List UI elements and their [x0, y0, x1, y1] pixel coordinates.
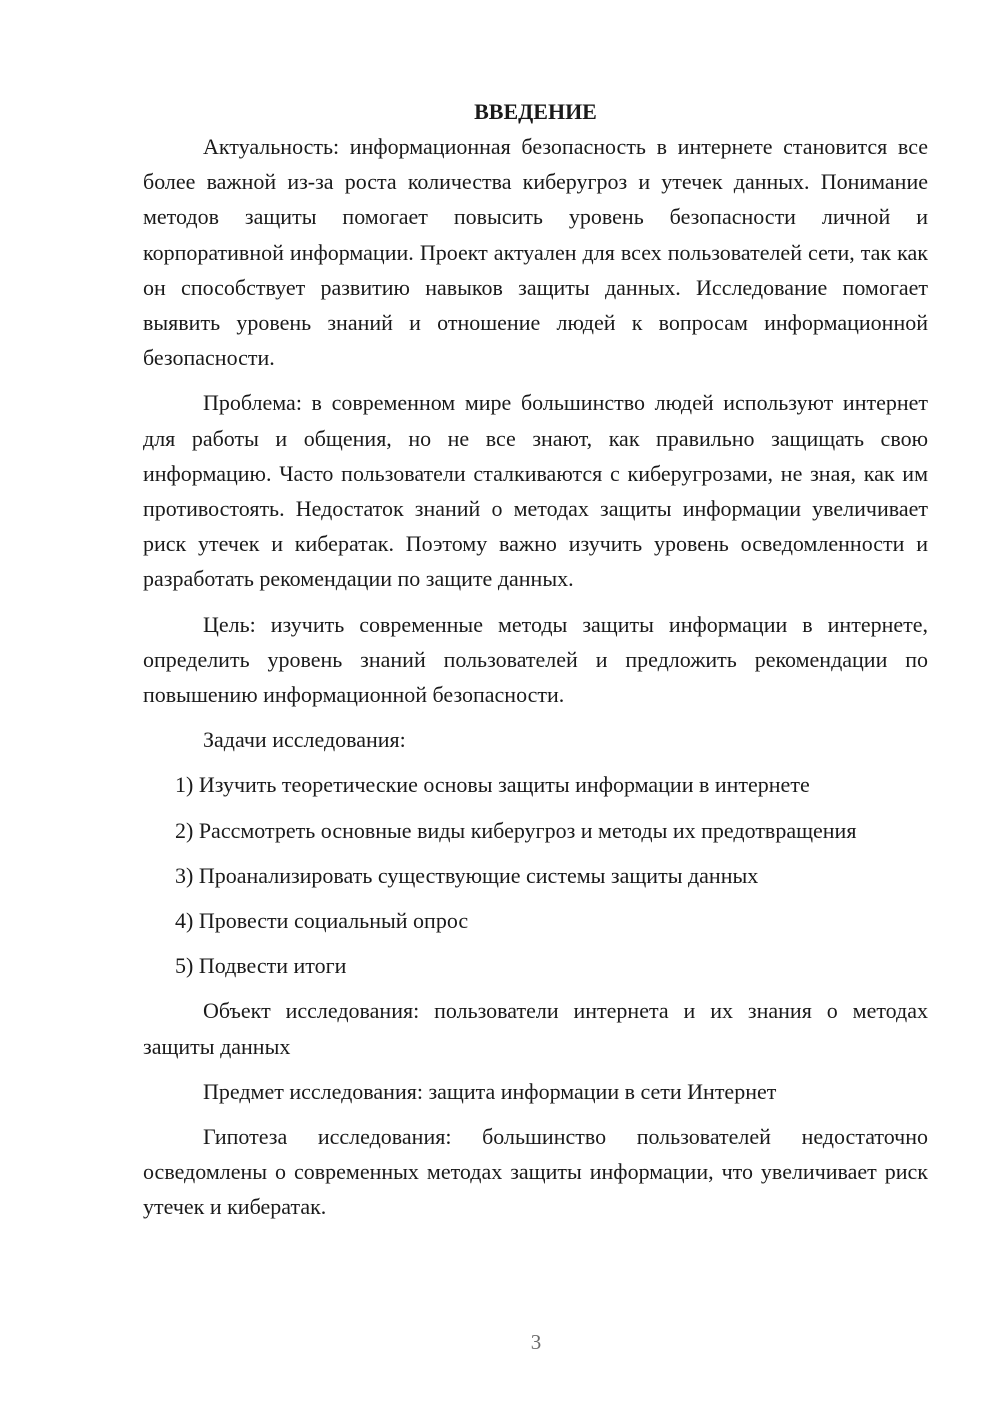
page-heading: ВВЕДЕНИЕ — [474, 99, 597, 124]
hypothesis-paragraph: Гипотеза исследования: большинство пользователей недостаточно осведомлены о современных методах защиты информации, что увеличивает риск утечек и кибератак. — [143, 1124, 928, 1220]
task-item: 2) Рассмотреть основные виды киберугроз и методы их предотвращения — [175, 817, 857, 843]
task-item: 4) Провести социальный опрос — [175, 908, 469, 934]
problem-paragraph: Проблема: в современном мире большинство людей используют интернет для работы и общения, но не все знают, как правильно защищать свою информацию. Часто пользователи сталкиваются с киберугрозами, не зная, как им противостоять. Недостаток знаний о методах защиты информации увеличивает риск утечек и кибератак. Поэтому важно изучить уровень осведомленности и разработать рекомендации по защите данных. — [143, 390, 928, 592]
task-item: 5) Подвести итоги — [175, 953, 347, 979]
task-item: 1) Изучить теоретические основы защиты информации в интернете — [175, 772, 810, 798]
subject-paragraph: Предмет исследования: защита информации в сети Интернет — [203, 1078, 777, 1104]
page-number: 3 — [530, 1330, 542, 1354]
relevance-paragraph: Актуальность: информационная безопасность в интернете становится все более важной из-за роста количества киберугроз и утечек данных. Понимание методов защиты помогает повысить уровень безопасности личной и корпоративной информации. Проект актуален для всех пользователей сети, так как он способствует развитию навыков защиты данных. Исследование помогает выявить уровень знаний и отношение людей к вопросам информационной безопасности. — [143, 134, 928, 371]
object-paragraph: Объект исследования: пользователи интернета и их знания о методах защиты данных — [143, 998, 928, 1059]
goal-paragraph: Цель: изучить современные методы защиты информации в интернете, определить уровень знаний пользователей и предложить рекомендации по повышению информационной безопасности. — [143, 611, 928, 708]
tasks-title: Задачи исследования: — [203, 727, 406, 753]
task-item: 3) Проанализировать существующие системы защиты данных — [175, 862, 759, 888]
page-content — [143, 94, 928, 1225]
